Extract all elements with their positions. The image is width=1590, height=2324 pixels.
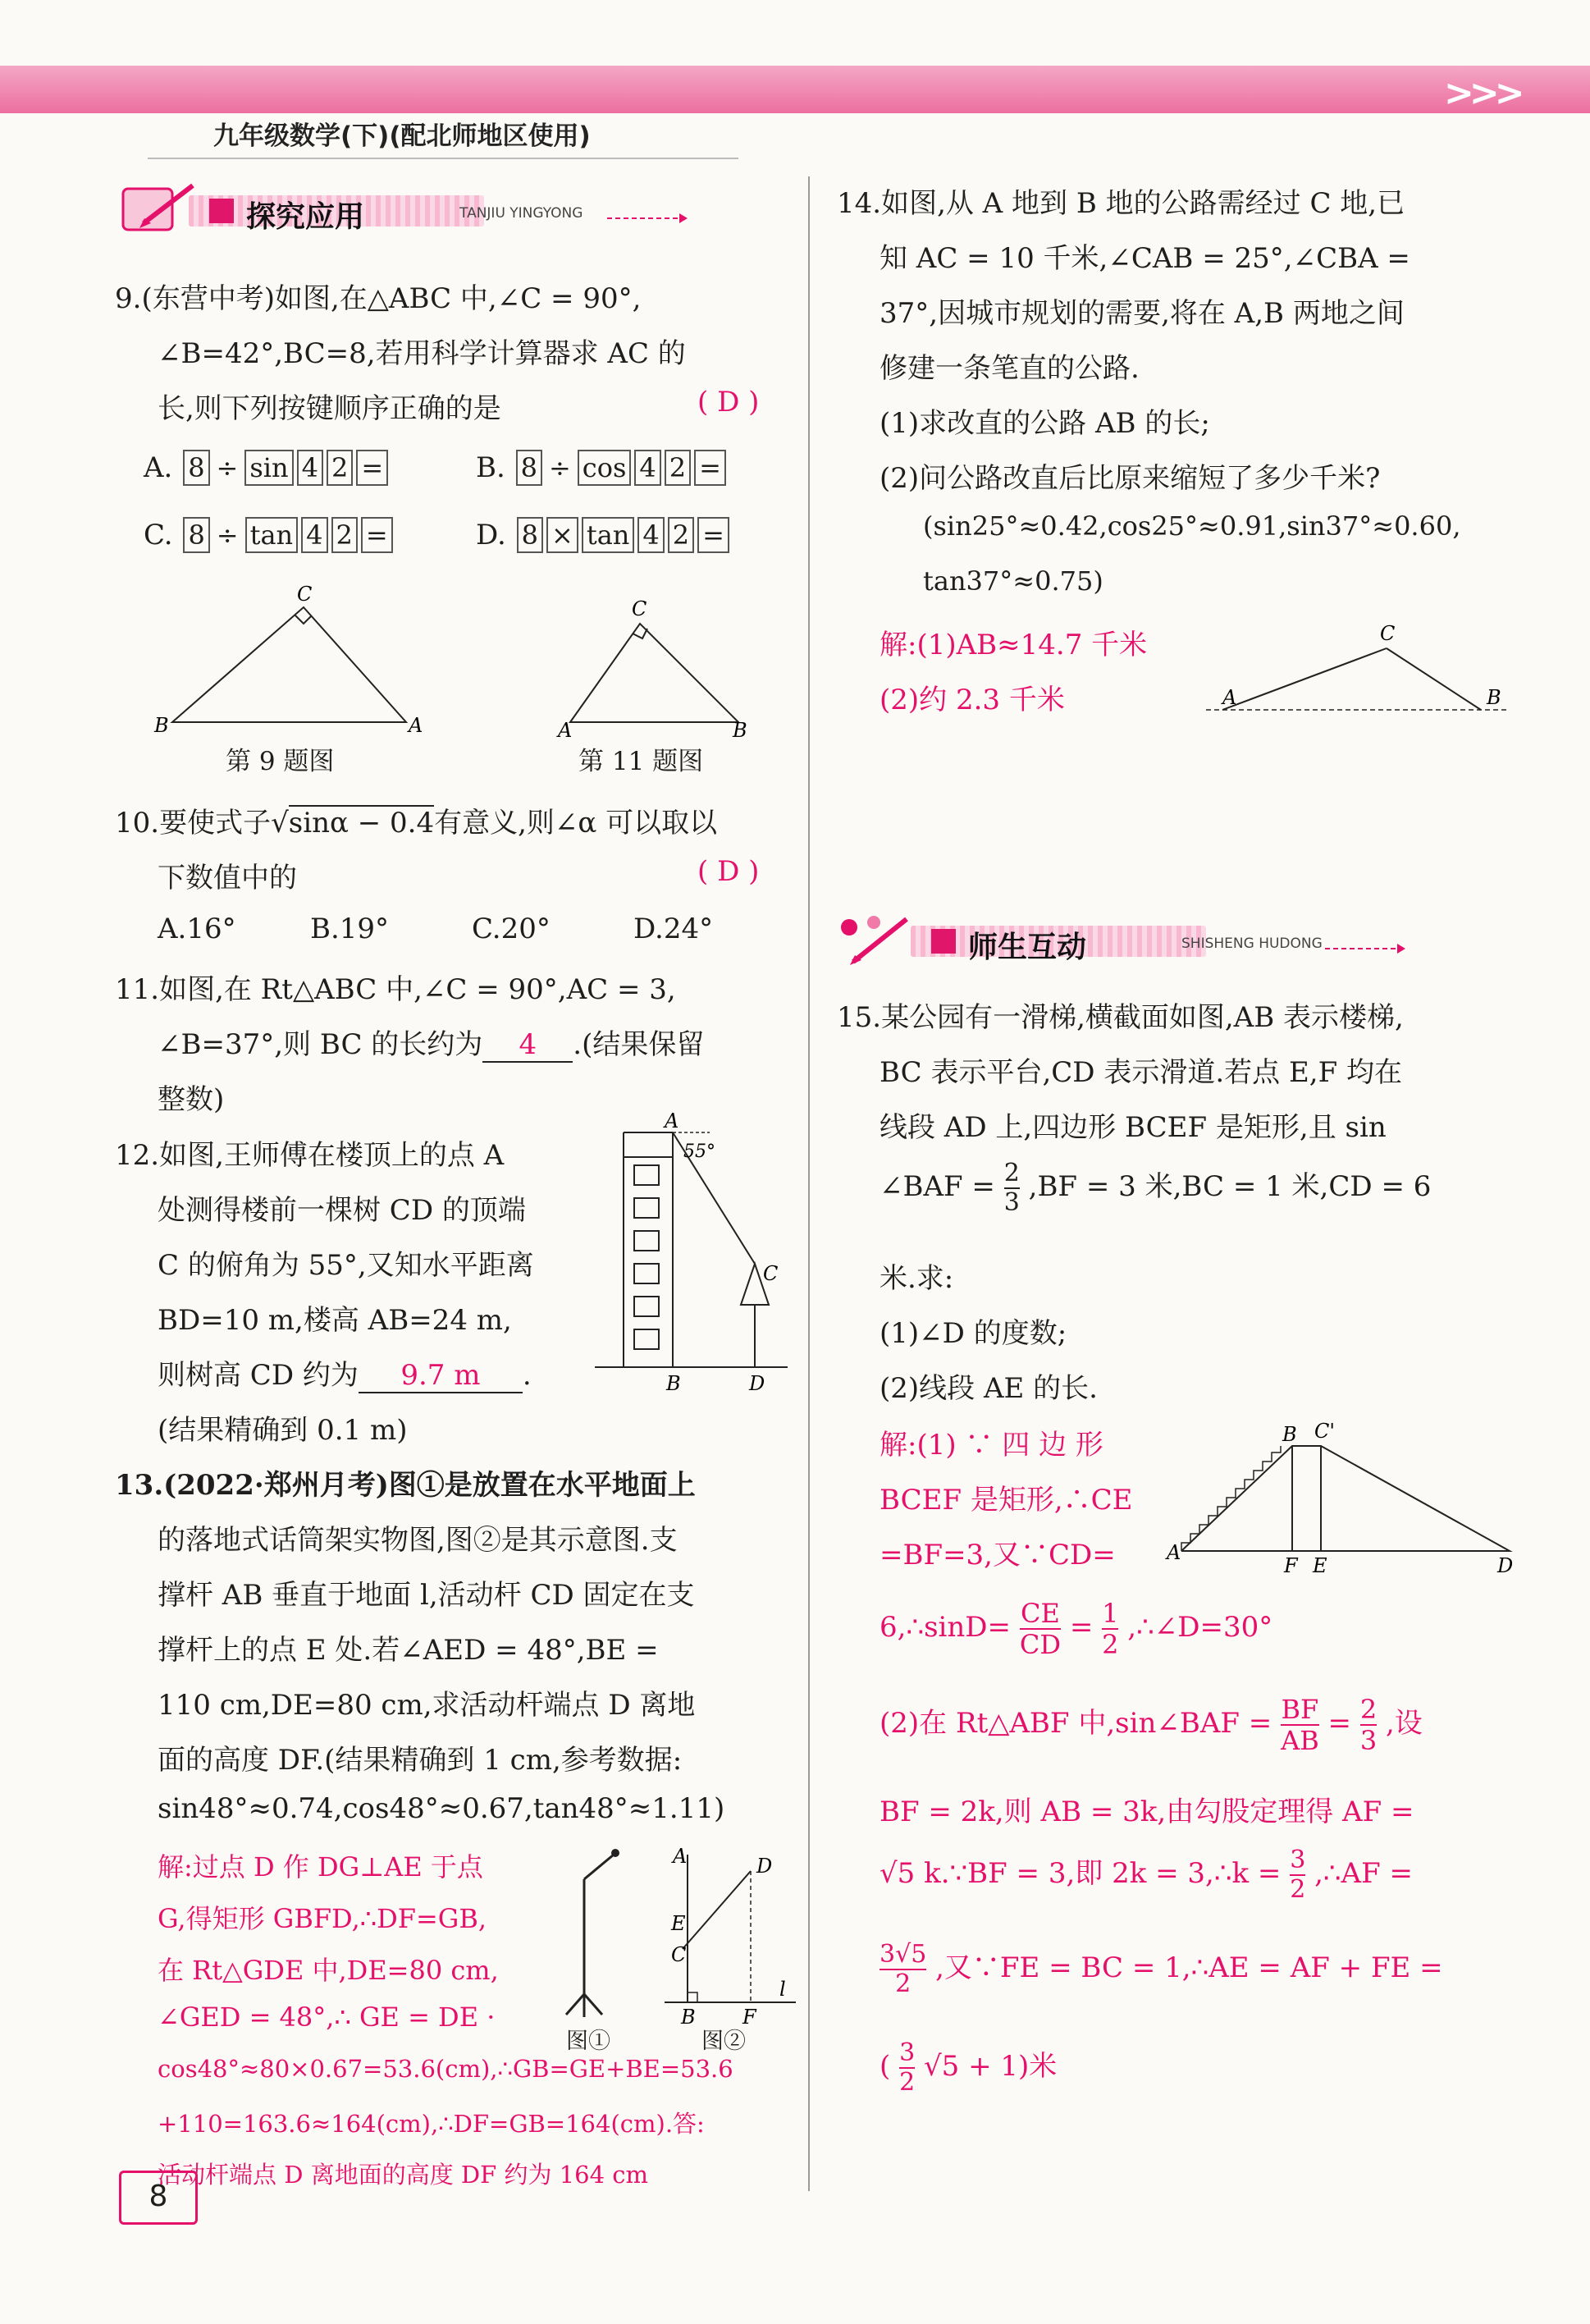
q15-line4: ∠BAF = $\frac{2}{3}$ ,BF = 3 米,BC = 1 米,CD = 6 bbox=[880, 1159, 1432, 1217]
q9-option-b: B. 8 ÷ cos 4 2 = bbox=[476, 450, 728, 486]
q14-line1: 14.如图,从 A 地到 B 地的公路需经过 C 地,已 bbox=[837, 187, 1405, 220]
q10-option-b: B.19° bbox=[310, 913, 390, 945]
q10-line1: 10.要使式子√sinα − 0.4有意义,则∠α 可以取以 bbox=[115, 807, 718, 839]
q12-label-c: C bbox=[763, 1262, 779, 1285]
q13-label-b: B bbox=[681, 2006, 696, 2027]
q14-figure bbox=[1198, 615, 1518, 722]
q15-solution-5: (2)在 Rt△ABF 中,sin∠BAF = $\frac{BF}{AB}$ = $\frac{2}{3}$ ,设 bbox=[880, 1694, 1423, 1756]
q14-line8: tan37°≈0.75) bbox=[923, 565, 1103, 597]
q9-label-b: B bbox=[154, 714, 169, 737]
q13-label-l: l bbox=[779, 1978, 786, 2001]
q15-figure bbox=[1165, 1411, 1518, 1576]
q9-figure bbox=[148, 574, 443, 739]
q12-line2: 处测得楼前一棵树 CD 的顶端 bbox=[158, 1194, 526, 1227]
q15-solution-8: $\frac{3√5}{2}$ ,又∵FE = BC = 1,∴AE = AF + FE = bbox=[880, 1940, 1443, 1998]
q14-line3: 37°,因城市规划的需要,将在 A,B 两地之间 bbox=[880, 297, 1405, 330]
q9-figure-caption: 第 9 题图 bbox=[226, 747, 335, 776]
q14-line7: (sin25°≈0.42,cos25°≈0.91,sin37°≈0.60, bbox=[923, 510, 1461, 542]
q14-label-b: B bbox=[1487, 686, 1501, 709]
q13-label-a: A bbox=[673, 1845, 688, 1868]
q15-line1: 15.某公园有一滑梯,横截面如图,AB 表示楼梯, bbox=[837, 1001, 1404, 1034]
q9-line1: 9.(东营中考)如图,在△ABC 中,∠C = 90°, bbox=[115, 282, 642, 315]
q12-label-d: D bbox=[749, 1372, 765, 1395]
q13-fig2-caption: 图② bbox=[701, 2029, 746, 2054]
q15-label-e: E bbox=[1313, 1554, 1327, 1576]
q13-figure-1 bbox=[541, 1838, 632, 2027]
q11-label-b: B bbox=[733, 719, 747, 739]
q13-label-f: F bbox=[742, 2006, 756, 2027]
q9-option-c: C. 8 ÷ tan 4 2 = bbox=[144, 517, 395, 553]
q11-figure-caption: 第 11 题图 bbox=[578, 747, 704, 776]
q13-line2: 的落地式话筒架实物图,图②是其示意图.支 bbox=[158, 1524, 678, 1557]
q10-line2: 下数值中的 bbox=[158, 862, 297, 894]
q11-line1: 11.如图,在 Rt△ABC 中,∠C = 90°,AC = 3, bbox=[115, 973, 676, 1006]
q13-line3: 撑杆 AB 垂直于地面 l,活动杆 CD 固定在支 bbox=[158, 1579, 695, 1612]
q14-solution-2: (2)约 2.3 千米 bbox=[880, 684, 1065, 716]
q15-line7: (2)线段 AE 的长. bbox=[880, 1372, 1098, 1405]
q15-line6: (1)∠D 的度数; bbox=[880, 1317, 1067, 1350]
q11-line3: 整数) bbox=[158, 1083, 225, 1116]
q9-line3: 长,则下列按键顺序正确的是 bbox=[158, 392, 501, 425]
q11-label-c: C bbox=[632, 597, 647, 620]
q9-option-d: D. 8 × tan 4 2 = bbox=[476, 517, 731, 553]
q10-option-a: A.16° bbox=[158, 913, 236, 945]
q14-solution-1: 解:(1)AB≈14.7 千米 bbox=[880, 629, 1148, 661]
q15-label-a: A bbox=[1167, 1541, 1181, 1564]
q15-line3: 线段 AD 上,四边形 BCEF 是矩形,且 sin bbox=[880, 1111, 1387, 1144]
q13-figure-2 bbox=[656, 1838, 804, 2027]
q9-label-a: A bbox=[409, 714, 423, 737]
q14-label-c: C bbox=[1380, 622, 1396, 645]
q15-solution-6: BF = 2k,则 AB = 3k,由勾股定理得 AF = bbox=[880, 1796, 1414, 1828]
q15-solution-4: 6,∴sinD= $\frac{CE}{CD}$ = $\frac{1}{2}$ ,∴∠D=30° bbox=[880, 1598, 1273, 1660]
q12-label-angle: 55° bbox=[683, 1141, 715, 1162]
q15-line2: BC 表示平台,CD 表示滑道.若点 E,F 均在 bbox=[880, 1056, 1402, 1089]
section-subtitle: SHISHENG HUDONG bbox=[1181, 936, 1323, 952]
q13-solution-3: 在 Rt△GDE 中,DE=80 cm, bbox=[158, 1955, 499, 1986]
q9-line2: ∠B=42°,BC=8,若用科学计算器求 AC 的 bbox=[158, 337, 686, 370]
q12-label-a: A bbox=[665, 1109, 679, 1132]
header-band bbox=[0, 66, 1590, 113]
q12-figure bbox=[587, 1091, 792, 1395]
q12-label-b: B bbox=[666, 1372, 681, 1395]
q12-line4: BD=10 m,楼高 AB=24 m, bbox=[158, 1304, 512, 1337]
q12-line5: 则树高 CD 约为 9.7 m . bbox=[158, 1359, 532, 1392]
q15-solution-9: ( $\frac{3}{2}$ √5 + 1)米 bbox=[880, 2038, 1058, 2097]
q13-label-e: E bbox=[671, 1912, 686, 1935]
page-header-title: 九年级数学(下)(配北师地区使用) bbox=[213, 121, 591, 151]
q9-label-c: C bbox=[297, 583, 313, 606]
chevron-right-icon: >>> bbox=[1444, 72, 1520, 114]
q12-line6: (结果精确到 0.1 m) bbox=[158, 1414, 408, 1447]
q14-line4: 修建一条笔直的公路. bbox=[880, 352, 1140, 385]
q13-fig1-caption: 图① bbox=[566, 2029, 610, 2054]
q11-line2: ∠B=37°,则 BC 的长约为 4 .(结果保留 bbox=[158, 1028, 705, 1061]
q10-answer: ( D ) bbox=[697, 855, 760, 888]
section-heading-explore bbox=[115, 181, 689, 234]
section-subtitle: TANJIU YINGYONG bbox=[459, 205, 583, 222]
q9-option-a: A. 8 ÷ sin 4 2 = bbox=[144, 450, 390, 486]
q15-label-d: D bbox=[1497, 1554, 1514, 1576]
q14-line2: 知 AC = 10 千米,∠CAB = 25°,∠CBA = bbox=[880, 242, 1410, 275]
column-divider bbox=[808, 176, 810, 2191]
q11-figure bbox=[546, 591, 767, 739]
q15-label-b: B bbox=[1282, 1423, 1297, 1446]
q14-line5: (1)求改直的公路 AB 的长; bbox=[880, 407, 1210, 440]
q13-line5: 110 cm,DE=80 cm,求活动杆端点 D 离地 bbox=[158, 1689, 696, 1722]
q9-answer: ( D ) bbox=[697, 386, 760, 419]
arrow-right-icon bbox=[1325, 940, 1407, 957]
q13-label-c: C bbox=[671, 1943, 687, 1966]
pen-icon bbox=[829, 911, 919, 968]
q13-solution-7: 活动杆端点 D 离地面的高度 DF 约为 164 cm bbox=[158, 2161, 649, 2189]
q12-line3: C 的俯角为 55°,又知水平距离 bbox=[158, 1249, 534, 1282]
q15-solution-1: 解:(1) ∵ 四 边 形 bbox=[880, 1429, 1103, 1462]
q11-label-a: A bbox=[558, 719, 573, 739]
q13-label-d: D bbox=[756, 1855, 773, 1878]
q13-solution-4: ∠GED = 48°,∴ GE = DE · bbox=[158, 2001, 496, 2033]
section-title: 师生互动 bbox=[968, 931, 1087, 964]
section-heading-interaction bbox=[829, 911, 1403, 964]
q15-solution-7: √5 k.∵BF = 3,即 2k = 3,∴k = $\frac{3}{2}$ ,∴AF = bbox=[880, 1846, 1413, 1904]
q15-solution-2: BCEF 是矩形,∴CE bbox=[880, 1484, 1133, 1517]
q10-option-d: D.24° bbox=[633, 913, 714, 945]
q13-solution-5: cos48°≈80×0.67=53.6(cm),∴GB=GE+BE=53.6 bbox=[158, 2055, 733, 2083]
q13-solution-6: +110=163.6≈164(cm),∴DF=GB=164(cm).答: bbox=[158, 2110, 705, 2138]
q12-line1: 12.如图,王师傅在楼顶上的点 A bbox=[115, 1139, 505, 1172]
q15-line5: 米.求: bbox=[880, 1262, 954, 1295]
q13-line4: 撑杆上的点 E 处.若∠AED = 48°,BE = bbox=[158, 1634, 659, 1667]
q13-line6: 面的高度 DF.(结果精确到 1 cm,参考数据: bbox=[158, 1744, 683, 1777]
q10-option-c: C.20° bbox=[472, 913, 551, 945]
q13-line7: sin48°≈0.74,cos48°≈0.67,tan48°≈1.11) bbox=[158, 1792, 725, 1825]
q14-line6: (2)问公路改直后比原来缩短了多少千米? bbox=[880, 462, 1381, 495]
q13-line1: 13.(2022·郑州月考)图①是放置在水平地面上 bbox=[115, 1469, 696, 1502]
arrow-right-icon bbox=[607, 210, 689, 226]
q13-solution-2: G,得矩形 GBFD,∴DF=GB, bbox=[158, 1903, 487, 1934]
q14-label-a: A bbox=[1222, 686, 1237, 709]
section-title: 探究应用 bbox=[246, 200, 365, 234]
q15-label-f: F bbox=[1284, 1554, 1298, 1576]
q15-solution-3: =BF=3,又∵CD= bbox=[880, 1539, 1116, 1571]
page-number: 8 bbox=[119, 2171, 198, 2225]
q15-label-c: C' bbox=[1314, 1420, 1335, 1443]
header-divider bbox=[148, 158, 738, 159]
q13-solution-1: 解:过点 D 作 DG⊥AE 于点 bbox=[158, 1851, 483, 1883]
